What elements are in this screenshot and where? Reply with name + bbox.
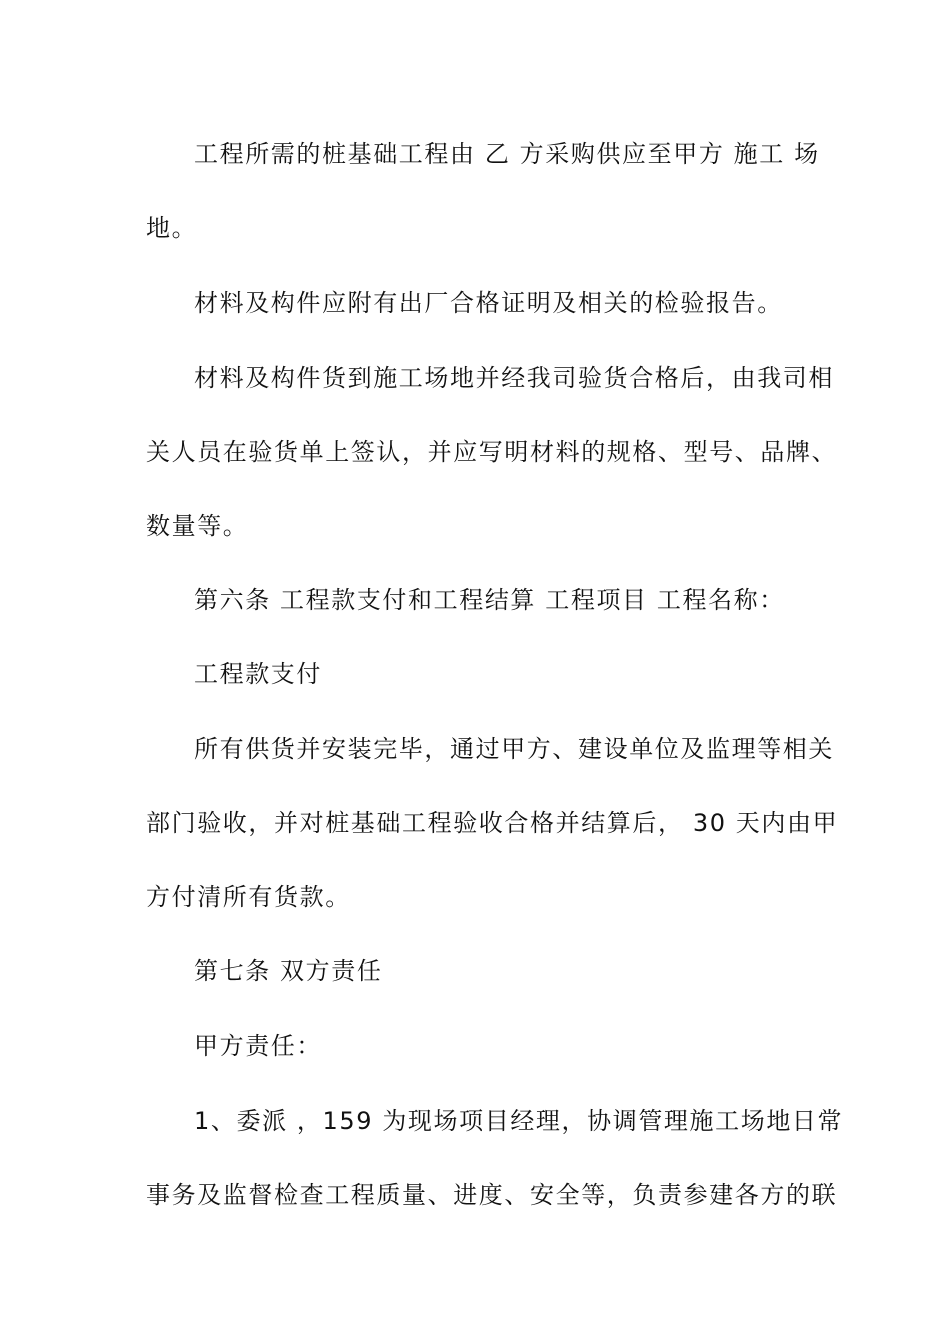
paragraph-line-14: 1、委派 ，159 为现场项目经理，协调管理施工场地日常 (194, 1107, 844, 1135)
subheading-party-a: 甲方责任： (194, 1032, 322, 1060)
paragraph-line-6: 数量等。 (146, 512, 249, 540)
paragraph-line-3: 材料及构件应附有出厂合格证明及相关的检验报告。 (194, 289, 783, 317)
paragraph-line-1: 工程所需的桩基础工程由 乙 方采购供应至甲方 施工 场 (194, 140, 820, 168)
paragraph-line-2: 地。 (146, 214, 198, 242)
paragraph-line-10: 部门验收，并对桩基础工程验收合格并结算后， 30 天内由甲 (146, 809, 839, 837)
section-heading-6: 第六条 工程款支付和工程结算 工程项目 工程名称： (194, 586, 785, 614)
section-heading-7: 第七条 双方责任 (194, 957, 383, 985)
paragraph-line-9: 所有供货并安装完毕，通过甲方、建设单位及监理等相关 (194, 735, 834, 763)
paragraph-line-15: 事务及监督检查工程质量、进度、安全等，负责参建各方的联 (146, 1181, 838, 1209)
paragraph-line-5: 关人员在验货单上签认，并应写明材料的规格、型号、品牌、 (146, 438, 838, 466)
paragraph-line-11: 方付清所有货款。 (146, 883, 351, 911)
paragraph-line-4: 材料及构件货到施工场地并经我司验货合格后，由我司相 (194, 364, 834, 392)
subheading-payment: 工程款支付 (194, 660, 322, 688)
